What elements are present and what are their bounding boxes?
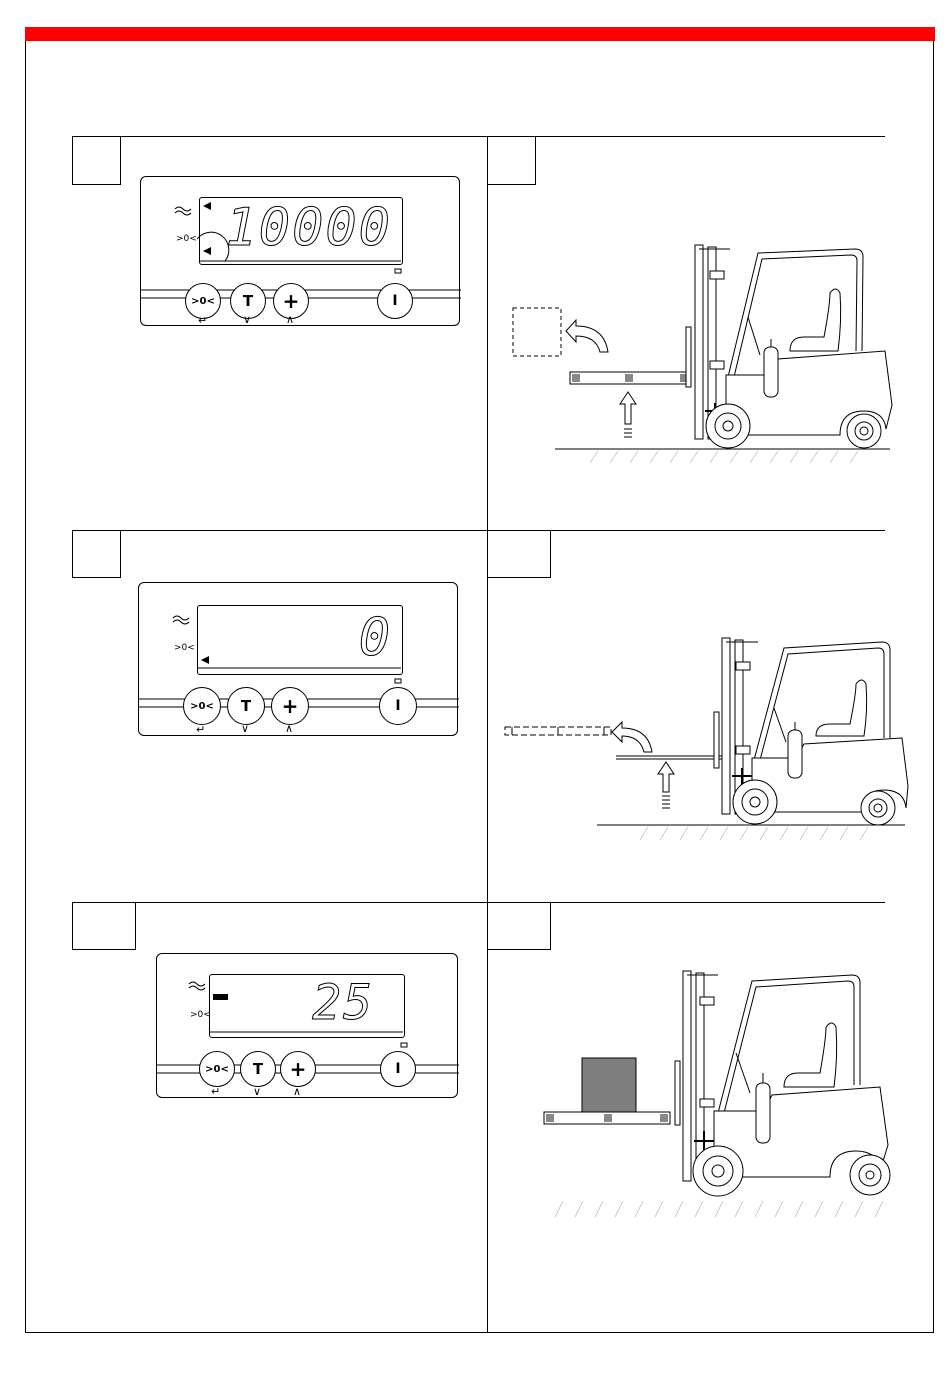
plus-button[interactable]: [280, 1051, 316, 1087]
up-chevron-icon: ∧: [293, 1085, 302, 1098]
scale-indicator-panel: [156, 953, 458, 1098]
lcd-display: [199, 197, 403, 265]
column-divider: [487, 137, 488, 1333]
power-icon: I: [392, 293, 398, 309]
power-icon: I: [395, 1061, 401, 1077]
row-1-top: [72, 136, 885, 137]
tare-button[interactable]: [227, 687, 265, 725]
power-button[interactable]: [380, 1051, 416, 1087]
zero-icon: >0<: [191, 295, 215, 307]
plus-icon: +: [289, 1057, 307, 1081]
load-box: [582, 1058, 636, 1112]
step-box-5: [72, 902, 136, 950]
enter-icon: ↵: [196, 723, 206, 736]
lcd-display: [209, 974, 405, 1038]
tare-button[interactable]: [240, 1051, 276, 1087]
zero-icon: >0<: [190, 700, 214, 712]
header-bar: [25, 27, 935, 41]
step-box-2: [487, 136, 536, 185]
plus-icon: +: [282, 289, 300, 313]
forklift-icon: [500, 630, 910, 845]
power-button[interactable]: [379, 687, 417, 725]
step-box-3: [72, 530, 121, 578]
weight-reading: 0: [358, 608, 392, 668]
weight-reading: 25: [312, 975, 374, 1031]
power-icon: I: [395, 698, 401, 714]
tare-icon: T: [242, 292, 254, 310]
row-2-top: [72, 530, 885, 531]
scale-indicator-panel: [138, 582, 458, 736]
step-box-1: [72, 136, 121, 185]
enter-icon: ↵: [211, 1085, 221, 1098]
forklift-icon: [540, 965, 910, 1225]
step-box-4: [487, 530, 551, 578]
svg-text:>0<: >0<: [174, 643, 195, 653]
zero-icon: >0<: [205, 1063, 229, 1075]
svg-text:>0<: >0<: [190, 1010, 211, 1020]
zero-button[interactable]: [183, 687, 221, 725]
forklift-icon: [500, 235, 900, 470]
enter-icon: ↵: [198, 314, 208, 327]
step-box-6: [487, 902, 551, 950]
tare-icon: T: [240, 697, 252, 715]
down-chevron-icon: ∨: [253, 1085, 262, 1098]
up-chevron-icon: ∧: [286, 313, 295, 326]
up-chevron-icon: ∧: [285, 722, 294, 735]
row-3-top: [72, 902, 885, 903]
scale-indicator-panel: [140, 176, 460, 326]
plus-icon: +: [281, 694, 299, 718]
lcd-display: [197, 605, 403, 675]
down-chevron-icon: ∨: [241, 722, 250, 735]
plus-button[interactable]: [271, 687, 309, 725]
tare-icon: T: [252, 1060, 264, 1078]
zero-button[interactable]: [199, 1051, 235, 1087]
svg-text:>0<: >0<: [176, 234, 197, 244]
power-button[interactable]: [377, 283, 413, 319]
weight-reading: 10000: [225, 198, 392, 258]
down-chevron-icon: ∨: [243, 313, 252, 326]
